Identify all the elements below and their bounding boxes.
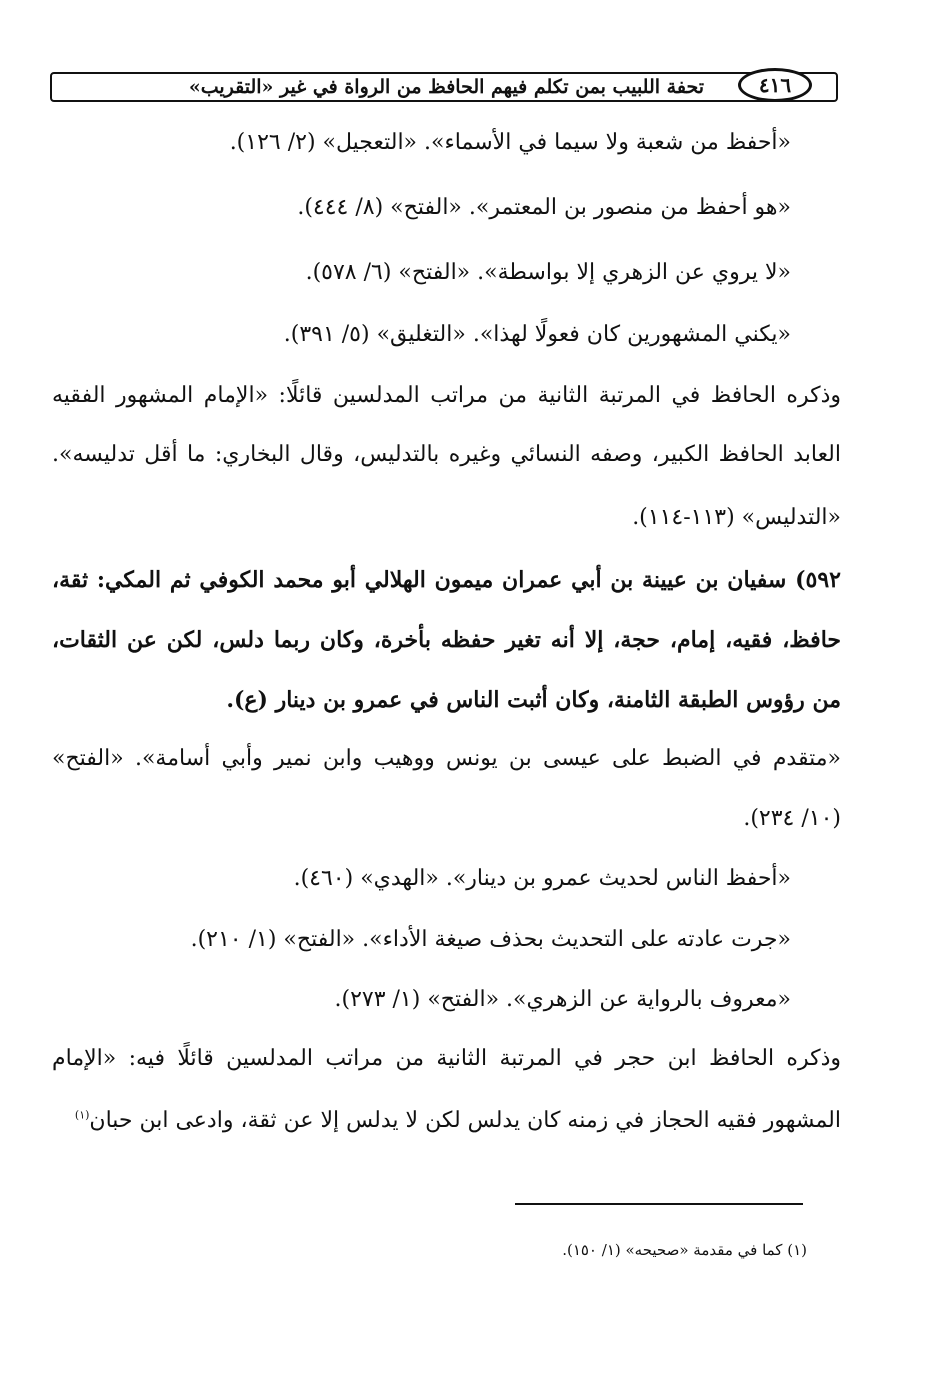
- text-line-with-note: [52, 1108, 841, 1133]
- running-title: تحفة اللبيب بمن تكلم فيهم الحافظ من الرواة في غير «التقريب»: [188, 76, 704, 98]
- footnote: (١) كما في مقدمة «صحيحه» (١/ ١٥٠).: [562, 1241, 807, 1259]
- text-line: وذكره الحافظ في المرتبة الثانية من مراتب المدلسين قائلًا: «الإمام المشهور الفقيه: [52, 383, 841, 408]
- running-header: [50, 72, 838, 102]
- text-line: حافظ، فقيه، إمام، حجة، إلا أنه تغير حفظه بأخرة، وكان ربما دلس، لكن عن الثقات،: [52, 627, 841, 653]
- text-line: العابد الحافظ الكبير، وصفه النسائي وغيره بالتدليس، وقال البخاري: ما أقل تدليسه».: [52, 442, 841, 467]
- text-line: المشهور فقيه الحجاز في زمنه كان يدلس لكن لا يدلس إلا عن ثقة، وادعى ابن حبان: [89, 1108, 841, 1133]
- text-line: «متقدم في الضبط على عيسى بن يونس ووهيب وابن نمير وأبي أسامة». «الفتح»: [52, 746, 841, 771]
- footnote-marker: (١): [74, 1108, 90, 1122]
- text-line: «أحفظ الناس لحديث عمرو بن دينار». «الهدي» (٤٦٠).: [293, 866, 791, 891]
- text-line: «لا يروي عن الزهري إلا بواسطة». «الفتح» (٦/ ٥٧٨).: [305, 260, 791, 285]
- text-line: من رؤوس الطبقة الثامنة، وكان أثبت الناس في عمرو بن دينار (ع).: [226, 687, 841, 713]
- footnote-divider: [515, 1203, 803, 1205]
- text-line: «جرت عادته على التحديث بحذف صيغة الأداء». «الفتح» (١/ ٢١٠).: [190, 927, 791, 952]
- text-line: «هو أحفظ من منصور بن المعتمر». «الفتح» (٨/ ٤٤٤).: [297, 195, 791, 220]
- text-line: «أحفظ من شعبة ولا سيما في الأسماء». «التعجيل» (٢/ ١٢٦).: [229, 130, 791, 155]
- page-number: ٤١٦: [738, 68, 812, 102]
- text-line: «التدليس» (١١٣-١١٤).: [632, 505, 841, 530]
- text-line: «يكني المشهورين كان فعولًا لهذا». «التغليق» (٥/ ٣٩١).: [283, 322, 791, 347]
- entry-heading: ٥٩٢) سفيان بن عيينة بن أبي عمران ميمون الهلالي أبو محمد الكوفي ثم المكي: ثقة،: [52, 567, 841, 593]
- text-line: (١٠/ ٢٣٤).: [743, 806, 841, 831]
- text-line: وذكره الحافظ ابن حجر في المرتبة الثانية من مراتب المدلسين قائلًا فيه: «الإمام: [52, 1046, 841, 1071]
- text-line: «معروف بالرواية عن الزهري». «الفتح» (١/ ٢٧٣).: [334, 987, 791, 1012]
